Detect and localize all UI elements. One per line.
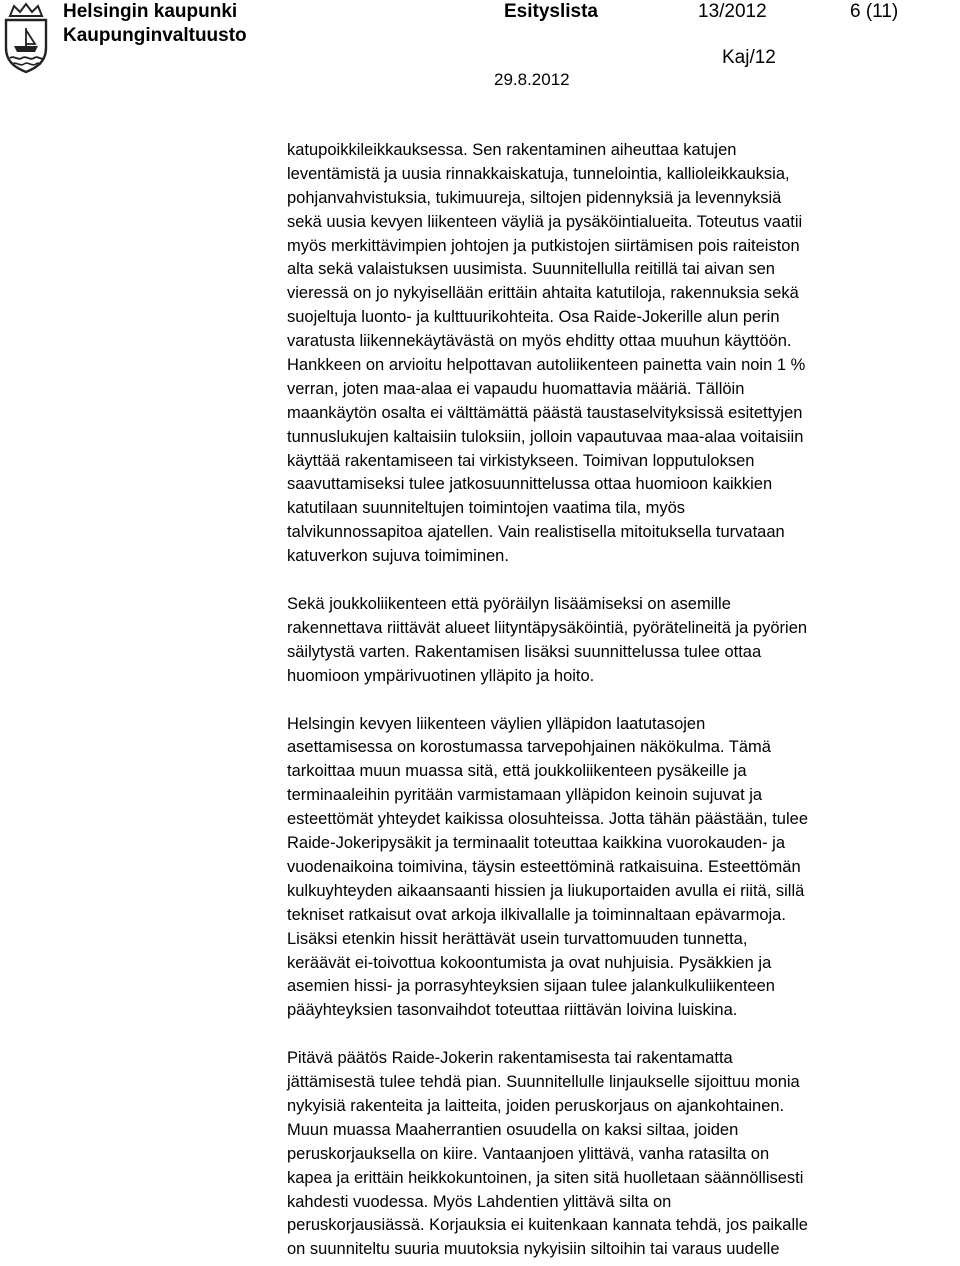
document-number: 13/2012	[698, 1, 767, 22]
page-number: 6 (11)	[850, 1, 899, 22]
text-line: tarkoittaa muun muassa sitä, että joukkoliikenteen pysäkeille ja	[287, 762, 747, 781]
text-line: peruskorjauksella on kiire. Vantaanjoen ylittävä, vanha ratasilta on	[287, 1144, 770, 1163]
meeting-date: 29.8.2012	[494, 70, 570, 89]
crown-icon	[10, 4, 42, 16]
text-line: nykyisiä rakenteita ja laitteita, joiden peruskorjaus on ajankohtainen.	[287, 1096, 785, 1115]
text-line: Sekä joukkoliikenteen että pyöräilyn lisäämiseksi on asemille	[287, 595, 731, 614]
text-line: suojeltuja luonto- ja kulttuurikohteita. Osa Raide-Jokerille alun perin	[287, 308, 780, 327]
text-line: rakennettava riittävät alueet liityntäpysäköintiä, pyörätelineitä ja pyörien	[287, 618, 808, 637]
text-line: Muun muassa Maaherrantien osuudella on kaksi siltaa, joiden	[287, 1120, 739, 1139]
document-title: Esityslista	[504, 1, 598, 22]
text-line: on suunniteltu suuria muutoksia nykyisiin siltoihin tai varaus uudelle	[287, 1240, 780, 1259]
text-line: katuverkon sujuva toimiminen.	[287, 547, 509, 566]
text-line: vuodenaikoina toimivina, täysin esteettöminä ratkaisuina. Esteettömän	[287, 857, 801, 876]
text-line: vieressä on jo nykyisellään erittäin ahtaita katutiloja, rakennuksia sekä	[287, 284, 799, 303]
text-line: jättämisestä tulee tehdä pian. Suunnitellulle linjaukselle sijoittuu monia	[287, 1073, 800, 1092]
text-line: saavuttamiseksi tulee jatkosuunnittelussa ottaa huomioon kaikkien	[287, 475, 773, 494]
text-line: kahdesti vuodessa. Myös Lahdentien ylittävä silta on	[287, 1192, 672, 1211]
text-line: tekniset ratkaisut ovat arkoja ilkivallalle ja toiminnaltaan epävarmoja.	[287, 905, 786, 924]
text-line: leventämistä ja uusia rinnakkaiskatuja, tunnelointia, kallioleikkauksia,	[287, 164, 790, 183]
body-name: Kaupunginvaltuusto	[63, 25, 247, 46]
item-reference: Kaj/12	[722, 47, 776, 68]
text-line: keräävät ei-toivottua kokoontumista ja ovat nuhjuisia. Pysäkkien ja	[287, 953, 772, 972]
text-line: pääyhteyksien tasonvaihdot toteuttaa riittävän loivina luiskina.	[287, 1001, 738, 1020]
text-line: kapea ja erittäin heikkokuntoinen, ja siten sitä huolletaan säännöllisesti	[287, 1168, 804, 1187]
paragraph-gap	[287, 569, 947, 593]
text-line: terminaaleihin pyritään varmistamaan ylläpidon keinoin sujuvat ja	[287, 786, 763, 805]
text-line: asettamisessa on korostumassa tarvepohjainen näkökulma. Tämä	[287, 738, 771, 757]
text-line: käyttää rakentamiseen tai virkistykseen. Toimivan lopputuloksen	[287, 451, 755, 470]
document-body	[287, 139, 947, 1262]
text-line: tunnuslukujen kaltaisiin tuloksiin, jolloin vapautuvaa maa-alaa voitaisiin	[287, 427, 804, 446]
text-line: peruskorjausiässä. Korjauksia ei kuitenkaan kannata tehdä, jos paikalle	[287, 1216, 808, 1235]
text-line: Helsingin kevyen liikenteen väylien ylläpidon laatutasojen	[287, 714, 706, 733]
text-line: Pitävä päätös Raide-Jokerin rakentamisesta tai rakentamatta	[287, 1049, 733, 1068]
text-line: myös merkittävimpien johtojen ja putkistojen siirtämisen pois raiteiston	[287, 236, 800, 255]
paragraph	[287, 1047, 947, 1262]
text-line: esteettömät yhteydet kaikissa olosuhteissa. Jotta tähän päästään, tulee	[287, 810, 808, 829]
text-line: alta sekä valaistuksen uusimista. Suunnitellulla reitillä tai aivan sen	[287, 260, 775, 279]
paragraph	[287, 713, 947, 1024]
text-line: säilytystä varten. Rakentamisen lisäksi suunnittelussa tulee ottaa	[287, 642, 762, 661]
text-line: Hankkeen on arvioitu helpottavan autoliikenteen painetta vain noin 1 %	[287, 356, 806, 375]
text-line: katutilaan suunniteltujen toimintojen vaatima tila, myös	[287, 499, 686, 518]
text-line: kulkuyhteyden aikaansaanti hissien ja liukuportaiden avulla ei riitä, sillä	[287, 881, 805, 900]
paragraph	[287, 139, 947, 569]
organization-name: Helsingin kaupunki	[63, 1, 238, 22]
text-line: sekä uusia kevyen liikenteen väyliä ja pysäköintialueita. Toteutus vaatii	[287, 212, 803, 231]
text-line: huomioon ympärivuotinen ylläpito ja hoito.	[287, 666, 595, 685]
text-line: katupoikkileikkauksessa. Sen rakentaminen aiheuttaa katujen	[287, 141, 737, 159]
ship-icon	[14, 46, 38, 52]
text-line: talvikunnossapitoa ajatellen. Vain realistisella mitoituksella turvataan	[287, 523, 785, 542]
text-line: asemien hissi- ja porrasyhteyksien sijaan tulee jalankulkuliikenteen	[287, 977, 775, 996]
paragraph-gap	[287, 1023, 947, 1047]
paragraph-gap	[287, 689, 947, 713]
text-line: maankäytön osalta ei välttämättä päästä taustaselvityksissä esitettyjen	[287, 403, 803, 422]
helsinki-coat-of-arms-logo	[2, 2, 50, 74]
paragraph	[287, 593, 947, 689]
text-line: verran, joten maa-alaa ei vapaudu huomattavia määriä. Tällöin	[287, 379, 745, 398]
text-line: Lisäksi etenkin hissit herättävät usein turvattomuuden tunnetta,	[287, 929, 748, 948]
text-line: pohjanvahvistuksia, tukimuureja, siltojen pidennyksiä ja levennyksiä	[287, 188, 782, 207]
text-line: Raide-Jokeripysäkit ja terminaalit toteuttaa kaikkina vuorokauden- ja	[287, 834, 786, 853]
text-line: varatusta liikennekäytävästä on myös ehditty ottaa muuhun käyttöön.	[287, 332, 792, 351]
